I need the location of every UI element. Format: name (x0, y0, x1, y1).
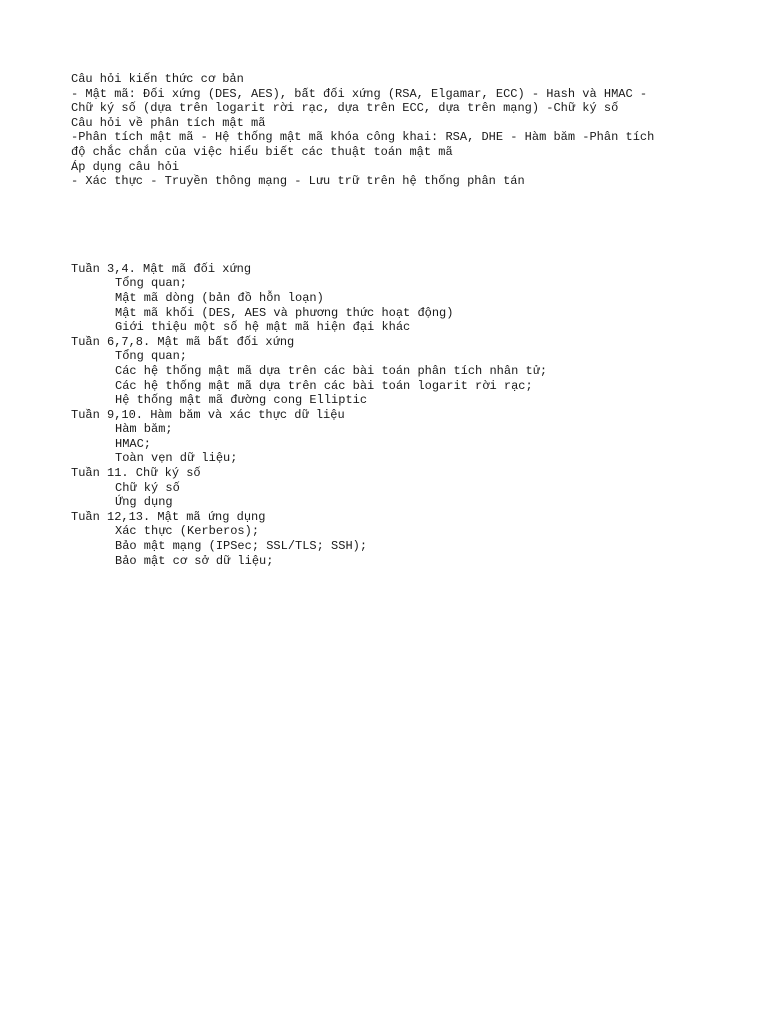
week-item: Bảo mật cơ sở dữ liệu; (115, 553, 274, 568)
intro-section (71, 72, 691, 189)
week-heading: Tuần 3,4. Mật mã đối xứng (71, 261, 252, 276)
week-item: HMAC; (115, 436, 152, 451)
week-heading: Tuần 12,13. Mật mã ứng dụng (71, 509, 266, 524)
week-item: Toàn vẹn dữ liệu; (115, 451, 238, 466)
week-item: Tổng quan; (115, 349, 188, 364)
intro-heading-basic: Câu hỏi kiến thức cơ bản (71, 72, 244, 86)
week-block (71, 335, 691, 408)
intro-heading-analysis: Câu hỏi về phân tích mật mã (71, 115, 266, 130)
intro-line: - Xác thực - Truyền thông mạng - Lưu trữ trên hệ thống phân tán (71, 174, 525, 189)
week-item: Mật mã khối (DES, AES và phương thức hoạt động) (115, 305, 454, 320)
intro-line: - Mật mã: Đối xứng (DES, AES), bất đối xứng (RSA, Elgamar, ECC) - Hash và HMAC - (71, 86, 648, 101)
document-page (71, 72, 691, 568)
week-block (71, 510, 691, 568)
week-block (71, 408, 691, 466)
week-item: Hàm băm; (115, 422, 173, 437)
week-item: Giới thiệu một số hệ mật mã hiện đại khác (115, 320, 411, 335)
week-heading: Tuần 11. Chữ ký số (71, 466, 201, 481)
week-item: Xác thực (Kerberos); (115, 524, 260, 539)
week-item: Bảo mật mạng (IPSec; SSL/TLS; SSH); (115, 539, 368, 554)
week-heading: Tuần 6,7,8. Mật mã bất đối xứng (71, 334, 295, 349)
week-item: Hệ thống mật mã đường cong Elliptic (115, 393, 368, 408)
week-item: Các hệ thống mật mã dựa trên các bài toán phân tích nhân tử; (115, 363, 548, 378)
week-item: Các hệ thống mật mã dựa trên các bài toán logarit rời rạc; (115, 378, 533, 393)
week-item: Chữ ký số (115, 480, 180, 495)
intro-line: độ chắc chắn của việc hiểu biết các thuật toán mật mã (71, 144, 453, 159)
week-item: Mật mã dòng (bản đồ hỗn loạn) (115, 290, 324, 305)
week-item: Tổng quan; (115, 276, 188, 291)
week-item: Ứng dụng (115, 495, 173, 510)
week-block (71, 466, 691, 510)
schedule-section (71, 262, 691, 568)
intro-line: -Phân tích mật mã - Hệ thống mật mã khóa công khai: RSA, DHE - Hàm băm -Phân tích (71, 130, 655, 145)
week-block (71, 262, 691, 335)
week-heading: Tuần 9,10. Hàm băm và xác thực dữ liệu (71, 407, 345, 422)
intro-line: Chữ ký số (dựa trên logarit rời rạc, dựa trên ECC, dựa trên mạng) -Chữ ký số (71, 101, 619, 116)
section-spacer (71, 189, 691, 262)
intro-heading-application: Áp dụng câu hỏi (71, 159, 180, 174)
